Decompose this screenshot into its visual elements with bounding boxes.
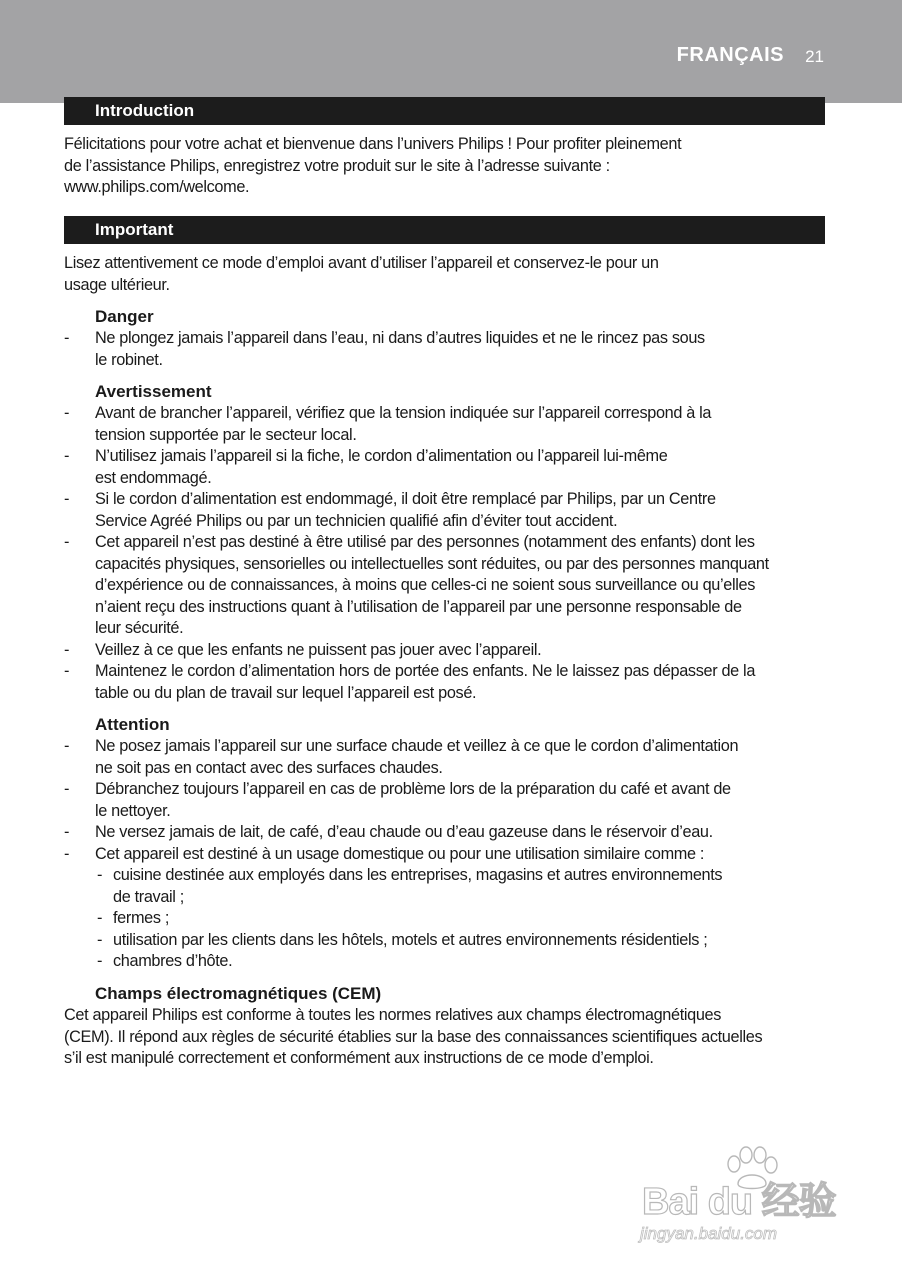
text-line: usage ultérieur. [64,275,170,294]
text-line: s’il est manipulé correctement et conformément aux instructions de ce mode d’emploi. [64,1049,654,1067]
list-item: - Ne posez jamais l’appareil sur une surface chaude et veillez à ce que le cordon d’alimentation ne soit pas en contact avec des surfaces chaudes. [64,736,828,779]
text-line: Félicitations pour votre achat et bienvenue dans l’univers Philips ! Pour profiter pleinement [64,135,682,153]
text-line: www.philips.com/welcome. [64,178,250,196]
subheading-warning: Avertissement [95,382,212,401]
sub-list-item: - utilisation par les clients dans les hôtels, motels et autres environnements résidentiels ; [95,930,828,952]
subheading-emf: Champs électromagnétiques (CEM) [95,984,382,1003]
text-line: Lisez attentivement ce mode d’emploi avant d’utiliser l’appareil et conservez-le pour un [64,254,659,272]
sub-list-item: - chambres d’hôte. [95,951,828,973]
text-line: de l’assistance Philips, enregistrez votre produit sur le site à l’adresse suivante : [64,156,610,175]
list-item: - N’utilisez jamais l’appareil si la fiche, le cordon d’alimentation ou l’appareil lui-même est endommagé. [64,446,828,489]
subheading-danger: Danger [95,307,154,326]
page-number: 21 [805,47,824,66]
list-item: - Cet appareil est destiné à un usage domestique ou pour une utilisation similaire comme : - cuisine destinée aux employés dans les entreprises, magasins et autres environnements de travail ; - fermes ; - utilisation par les clients dans les hôtels, motels et autres environnements résidentiels ; - chambres d’hôte. [64,844,828,973]
watermark-url: jingyan.baidu.com [640,1224,778,1243]
sub-list-item: - fermes ; [95,908,828,930]
warning-list [64,403,828,704]
section-heading-important: Important [64,216,825,244]
important-paragraph [64,253,828,296]
subheading-caution: Attention [95,715,170,734]
list-item: - Cet appareil n’est pas destiné à être utilisé par des personnes (notamment des enfants) dont les capacités physiques, sensorielles ou intellectuelles sont réduites, ou par des personnes manquant d’expérience ou de connaissances, à moins que celles-ci ne soient sous surveillance ou qu’elles n’aient reçu des instructions quant à l’utilisation de l’appareil par une personne responsable de leur sécurité. [64,532,828,640]
list-item: - Veillez à ce que les enfants ne puissent pas jouer avec l’appareil. [64,640,828,662]
danger-list [64,328,828,371]
emf-paragraph [64,1005,828,1070]
section-heading-introduction: Introduction [64,97,825,125]
caution-list [64,736,828,973]
sub-list [95,865,828,973]
watermark [640,1158,860,1268]
list-item: - Maintenez le cordon d’alimentation hors de portée des enfants. Ne le laissez pas dépasser de la table ou du plan de travail sur lequel l’appareil est posé. [64,661,828,704]
list-item: - Ne plongez jamais l’appareil dans l’eau, ni dans d’autres liquides et ne le rincez pas sous le robinet. [64,328,828,371]
list-item: - Si le cordon d’alimentation est endommagé, il doit être remplacé par Philips, par un Centre Service Agréé Philips ou par un technicien qualifié afin d’éviter tout accident. [64,489,828,532]
language-label: FRANÇAIS [676,44,784,66]
list-item: - Avant de brancher l’appareil, vérifiez que la tension indiquée sur l’appareil correspond à la tension supportée par le secteur local. [64,403,828,446]
introduction-paragraph [64,134,828,199]
sub-list-item: - cuisine destinée aux employés dans les entreprises, magasins et autres environnements de travail ; [95,865,828,908]
watermark-brand: Bai du 经验 [642,1181,836,1223]
text-line: Cet appareil Philips est conforme à toutes les normes relatives aux champs électromagnétiques [64,1006,722,1024]
text-line: (CEM). Il répond aux règles de sécurité établies sur la base des connaissances scientifiques actuelles [64,1027,763,1046]
list-item: - Ne versez jamais de lait, de café, d’eau chaude ou d’eau gazeuse dans le réservoir d’eau. [64,822,828,844]
list-item: - Débranchez toujours l’appareil en cas de problème lors de la préparation du café et avant de le nettoyer. [64,779,828,822]
